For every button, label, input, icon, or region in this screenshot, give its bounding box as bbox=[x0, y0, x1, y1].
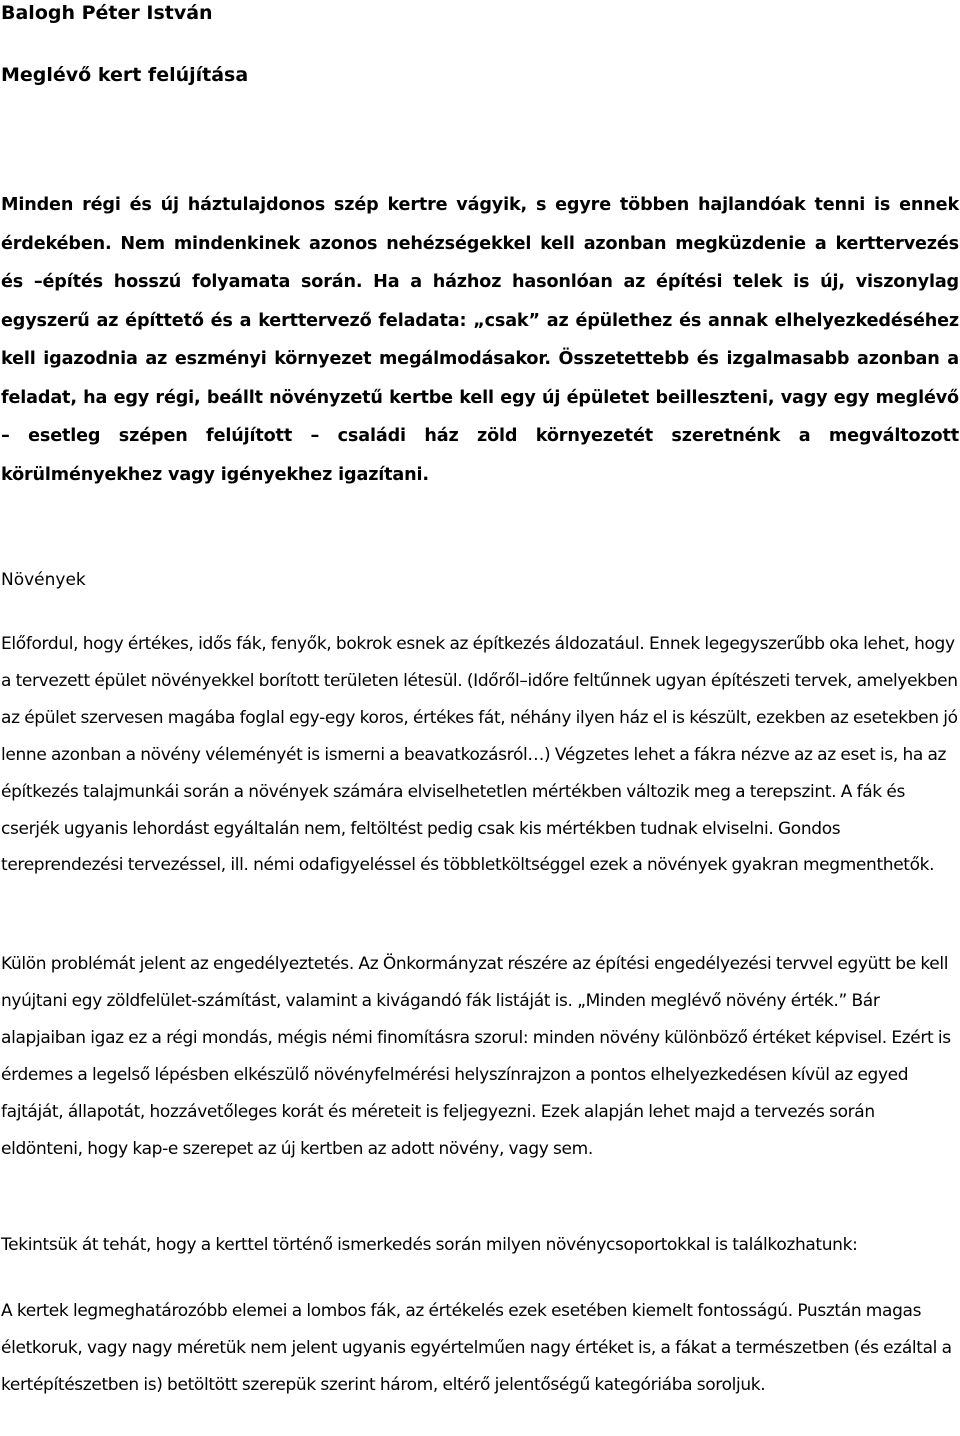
intro-paragraph: Minden régi és új háztulajdonos szép kertre vágyik, s egyre többen hajlandóak tenni is ennek érdekében. Nem mindenkinek azonos nehézségekkel kell azonban megküzdenie a kerttervezés és –építés hosszú folyamata során. Ha a házhoz hasonlóan az építési telek is új, viszonylag egyszerű az építtető és a kerttervező feladata: „csak” az épülethez és annak elhelyezkedéséhez kell igazodnia az eszményi környezet megálmodásakor. Összetettebb és izgalmasabb azonban a feladat, ha egy régi, beállt növényzetű kertbe kell egy új épületet beilleszteni, vagy egy meglévő – esetleg szépen felújított – családi ház zöld környezetét szeretnénk a megváltozott körülményekhez vagy igényekhez igazítani. bbox=[1, 195, 959, 485]
body-paragraph: Tekintsük át tehát, hogy a kerttel történő ismerkedés során milyen növénycsoportokkal is találkozhatunk: bbox=[1, 1235, 858, 1255]
author-name: Balogh Péter István bbox=[1, 2, 213, 24]
body-paragraph: Előfordul, hogy értékes, idős fák, fenyők, bokrok esnek az építkezés áldozatául. Ennek legegyszerűbb oka lehet, hogy a tervezett épület növényekkel borított területen létesül. (Időről–időre feltűnnek ugyan építészeti tervek, amelyekben az épület szervesen magába foglal egy-egy koros, értékes fát, néhány ilyen ház el is készült, ezekben az esetekben jó lenne azonban a növény véleményét is ismerni a beavatkozásról…) Végzetes lehet a fákra nézve az az eset is, ha az építkezés talajmunkái során a növények számára elviselhetetlen mértékben változik meg a terepszint. A fák és cserjék ugyanis lehordást egyáltalán nem, feltöltést pedig csak kis mértékben tudnak elviselni. Gondos tereprendezési tervezéssel, ill. némi odafigyeléssel és többletköltséggel ezek a növények gyakran megmenthetők. bbox=[1, 634, 958, 876]
document-title: Meglévő kert felújítása bbox=[1, 64, 249, 86]
section-heading: Növények bbox=[1, 570, 86, 590]
body-paragraph: Külön problémát jelent az engedélyeztetés. Az Önkormányzat részére az építési engedélyezési tervvel együtt be kell nyújtani egy zöldfelület-számítást, valamint a kivágandó fák listáját is. „Minden meglévő növény érték.” Bár alapjaiban igaz ez a régi mondás, mégis némi finomításra szorul: minden növény különböző értéket képvisel. Ezért is érdemes a legelső lépésben elkészülő növényfelmérési helyszínrajzon a pontos elhelyezkedésen kívül az egyed fajtáját, állapotát, hozzávetőleges korát és méreteit is feljegyezni. Ezek alapján lehet majd a tervezés során eldönteni, hogy kap-e szerepet az új kertben az adott növény, vagy sem. bbox=[1, 954, 951, 1159]
body-paragraph: A kertek legmeghatározóbb elemei a lombos fák, az értékelés ezek esetében kiemelt fontosságú. Pusztán magas életkoruk, vagy nagy méretük nem jelent ugyanis egyértelműen nagy értéket is, a fákat a természetben (és ezáltal a kertépítészetben is) betöltött szerepük szerint három, eltérő jelentőségű kategóriába soroljuk. bbox=[1, 1301, 952, 1395]
